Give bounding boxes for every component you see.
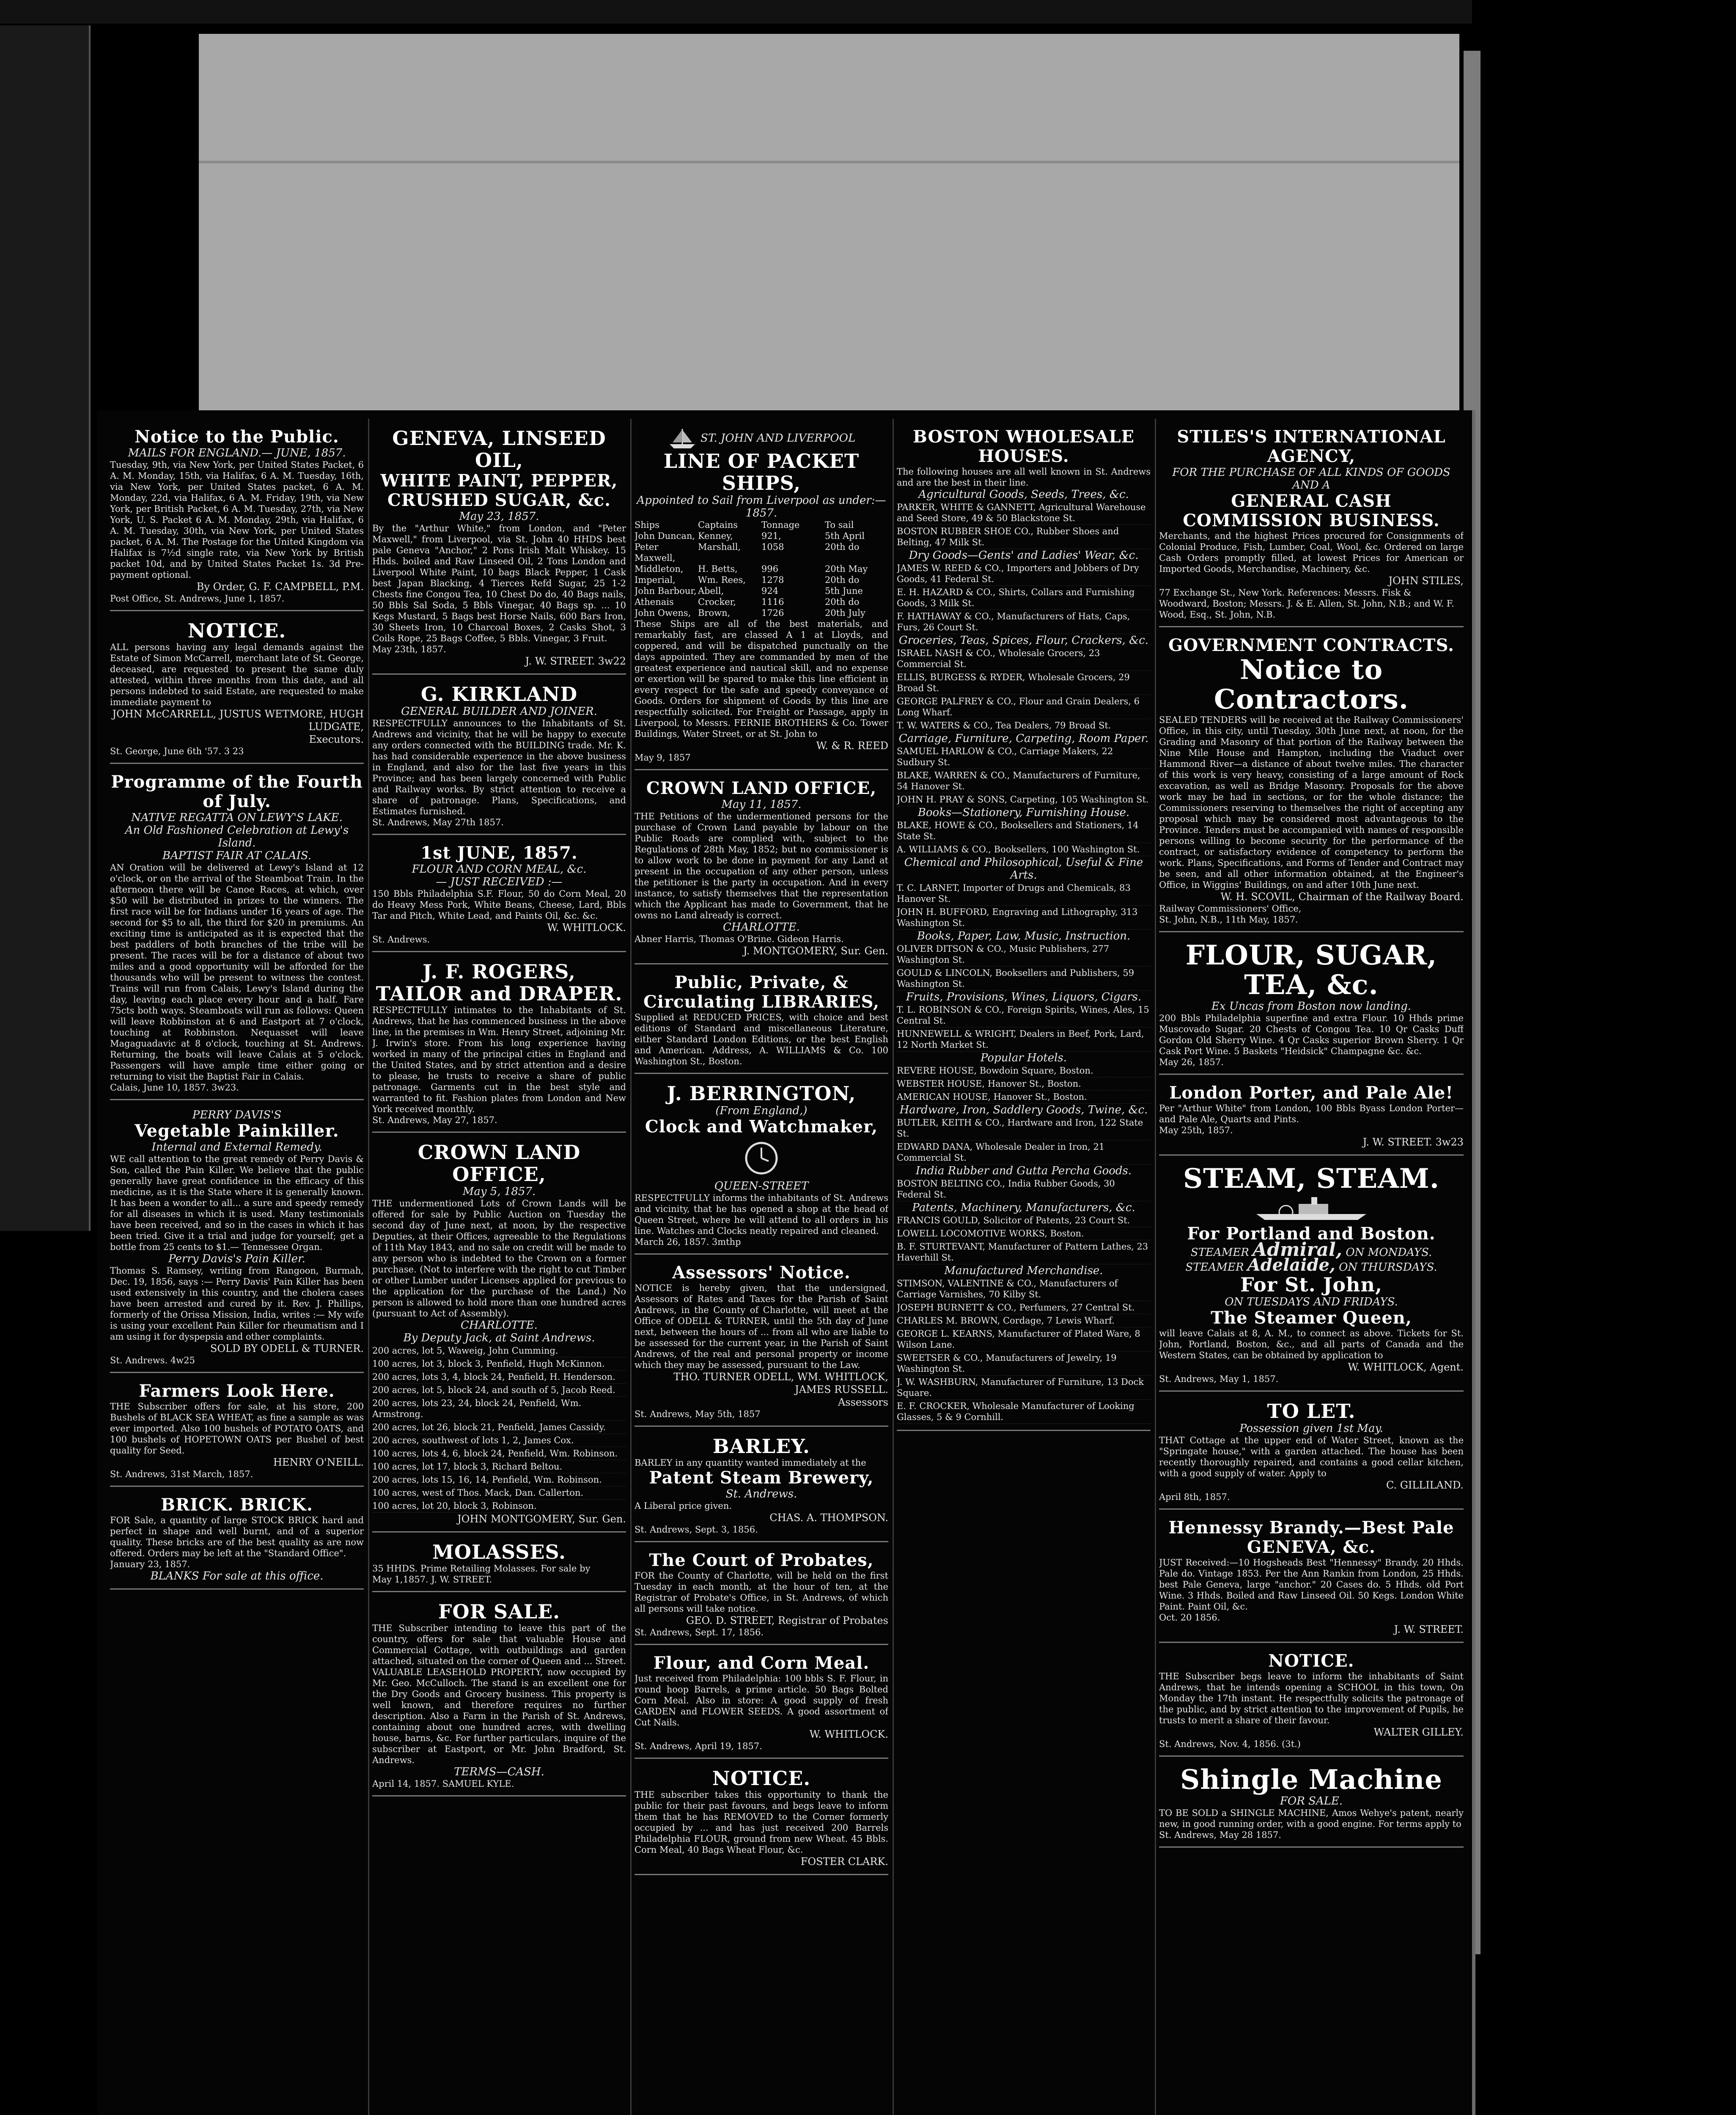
crown-land-petitions-ad bbox=[635, 775, 888, 964]
ad-pretitle: PERRY DAVIS'S bbox=[192, 1109, 282, 1121]
table-row: Peter Maxwell, Marshall, 1058 20th do bbox=[635, 542, 860, 563]
ad-subhead: Perry Davis's Pain Killer. bbox=[168, 1253, 305, 1265]
directory-entry: JOHN H. PRAY & SONS, Carpeting, 105 Washington St. bbox=[897, 793, 1151, 806]
ad-subtitle: BAPTIST FAIR AT CALAIS. bbox=[162, 849, 312, 862]
directory-section-head: Dry Goods—Gents' and Ladies' Wear, &c. bbox=[909, 549, 1139, 562]
ad-dateline: April 8th, 1857. bbox=[1159, 1492, 1230, 1502]
column-3 bbox=[635, 423, 888, 2115]
directory-entry: OLIVER DITSON & CO., Music Publishers, 277 Washington St. bbox=[897, 942, 1151, 967]
ad-body: THAT Cottage at the upper end of Water Street, known as the "Springate house," with a garden attached. The house has been recently thoroughly repaired, and contains a good cellar kitchen, with a good supply of water. Apply to bbox=[1159, 1435, 1464, 1478]
directory-entry: B. F. STURTEVANT, Manufacturer of Pattern Lathes, 23 Haverhill St. bbox=[897, 1240, 1151, 1264]
ad-office: Railway Commissioners' Office, bbox=[1159, 904, 1302, 914]
stiles-agency-ad bbox=[1159, 423, 1464, 627]
ad-dateline: St. Andrews. bbox=[372, 934, 430, 945]
ad-title: Programme of the Fourth of July. bbox=[111, 772, 363, 811]
assessors-ad bbox=[635, 1259, 888, 1427]
ad-body: RESPECTFULLY announces to the Inhabitants of St. Andrews and vicinity, that he will be happy to execute any orders connected with the BUILDING trade. Mr. K. has had considerable experience in the above business in England, and also for the last five years in this Province; and has been largely concerned with Public and Railway works. By strict attention to receive a share of patronage. Plans, Specifications, and Estimates furnished. bbox=[372, 718, 626, 816]
column-rule bbox=[1155, 419, 1156, 2115]
ad-title: GOVERNMENT CONTRACTS. bbox=[1168, 635, 1454, 655]
ad-testimonial: Thomas S. Ramsey, writing from Rangoon, Burmah, Dec. 19, 1856, says :— Perry Davis' Pain Killer has been used extensively in this country, and the cholera cases have been arrested and cured by it. Rev. J. Phillips, formerly of the Orissa Mission, India, writes :— My wife is using your excellent Pain Killer for rheumatism and I am using it for dyspepsia and other complaints. bbox=[110, 1266, 364, 1342]
ad-body: Per "Arthur White" from London, 100 Bbls Byass London Porter—and Pale Ale, Quarts and Pints. bbox=[1159, 1103, 1464, 1124]
ad-body: THE Subscriber begs leave to inform the inhabitants of Saint Andrews, that he intends opening a SCHOOL in this town, On Monday the 17th instant. He respectfully solicits the patronage of the public, and by strict attention to the improvement of Pupils, he trusts to merit a share of their favour. bbox=[1159, 1671, 1464, 1725]
list-item: 100 acres, west of Thos. Mack, Dan. Callerton. bbox=[372, 1486, 626, 1500]
ad-county: CHARLOTTE. bbox=[723, 921, 800, 934]
farmers-ad bbox=[110, 1377, 364, 1487]
table-row: John Duncan, Kenney, 921, 5th April bbox=[635, 531, 865, 541]
ad-title: Flour, and Corn Meal. bbox=[653, 1653, 870, 1673]
ad-subtitle: Possession given 1st May. bbox=[1239, 1422, 1384, 1435]
directory-entry: LOWELL LOCOMOTIVE WORKS, Boston. bbox=[897, 1227, 1151, 1240]
ad-title: G. KIRKLAND bbox=[420, 683, 578, 706]
ad-title: GENEVA, LINSEED OIL, bbox=[392, 427, 606, 472]
directory-section-head: Books—Stationery, Furnishing House. bbox=[917, 806, 1130, 819]
ad-dateline: St. Andrews, May 5th, 1857 bbox=[635, 1409, 761, 1419]
school-notice-ad bbox=[1159, 1647, 1464, 1757]
kirkland-ad bbox=[372, 679, 626, 835]
ad-signature: W. WHITLOCK. bbox=[547, 922, 626, 934]
directory-entry: JAMES W. REED & CO., Importers and Jobbers of Dry Goods, 41 Federal St. bbox=[897, 562, 1151, 586]
directory-entry: EDWARD DANA, Wholesale Dealer in Iron, 21 Commercial St. bbox=[897, 1140, 1151, 1165]
list-item: 200 acres, lot 5, Waweig, John Cumming. bbox=[372, 1344, 626, 1357]
ad-dateline: St. Andrews, Sept. 3, 1856. bbox=[635, 1524, 758, 1535]
ad-body: Supplied at REDUCED PRICES, with choice and best editions of Standard and miscellaneous Literature, either Standard London Editions, or the best English and American. Address, A. WILLIAMS & Co. 100 Washington St., Boston. bbox=[635, 1012, 888, 1066]
shingle-machine-ad bbox=[1159, 1761, 1464, 1848]
directory-entry: E. F. CROCKER, Wholesale Manufacturer of Looking Glasses, 5 & 9 Cornhill. bbox=[897, 1400, 1151, 1424]
directory-entry: WEBSTER HOUSE, Hanover St., Boston. bbox=[897, 1077, 1151, 1090]
ad-title: CROWN LAND OFFICE, bbox=[418, 1141, 581, 1186]
ad-dateline: St. Andrews, Nov. 4, 1856. (3t.) bbox=[1159, 1739, 1301, 1749]
ad-deputy: By Deputy Jack, at Saint Andrews. bbox=[403, 1332, 595, 1344]
column-rule bbox=[630, 419, 632, 2115]
column-1 bbox=[110, 423, 364, 2115]
ad-signature: J. MONTGOMERY, Sur. Gen. bbox=[743, 945, 888, 957]
column-2 bbox=[372, 423, 626, 2115]
ad-dateline: April 14, 1857. SAMUEL KYLE. bbox=[372, 1779, 514, 1789]
ad-subtitle: Ex Uncas from Boston now landing. bbox=[1211, 1000, 1412, 1013]
ad-title-line: WHITE PAINT, PEPPER, bbox=[380, 471, 618, 491]
directory-entry: F. HATHAWAY & CO., Manufacturers of Hats, Caps, Furs, 26 Court St. bbox=[897, 610, 1151, 634]
ad-signature: WALTER GILLEY. bbox=[1373, 1726, 1464, 1738]
ad-signature: W. WHITLOCK. bbox=[809, 1728, 888, 1740]
ad-dateline: St. Andrews, May 27th 1857. bbox=[372, 817, 504, 827]
directory-entry: REVERE HOUSE, Bowdoin Square, Boston. bbox=[897, 1064, 1151, 1077]
ad-subtitle: (From England,) bbox=[715, 1104, 808, 1117]
steamer-line: STEAMER Adelaide, ON THURSDAYS. bbox=[1185, 1255, 1437, 1275]
directory-entry: T. L. ROBINSON & CO., Foreign Spirits, Wines, Ales, 15 Central St. bbox=[897, 1003, 1151, 1027]
ad-dateline: March 26, 1857. 3mthp bbox=[635, 1237, 741, 1247]
ad-date: May 5, 1857. bbox=[462, 1185, 536, 1198]
ad-dateline: St. John, N.B., 11th May, 1857. bbox=[1159, 915, 1298, 925]
ad-subtitle: Appointed to Sail from Liverpool as under:—1857. bbox=[637, 494, 886, 519]
ad-dateline: St. Andrews, May 1, 1857. bbox=[1159, 1374, 1279, 1384]
adjacent-page-edge bbox=[0, 25, 91, 1231]
ad-subtitle: For Portland and Boston. bbox=[1187, 1224, 1436, 1244]
ad-body: NOTICE is hereby given, that the undersigned, Assessors of Rates and Taxes for the Parish of Saint Andrews, in the County of Charlotte, will meet at the Office of ODELL & TURNER, until the 5th day of June next, between the hours of ... from all who are liable to be assessed for the current year, in the Parish of Saint Andrews, of the real and personal property or income which they may be assessed, pursuant to the Law. bbox=[635, 1283, 888, 1370]
ad-body: By the "Arthur White," from London, and "Peter Maxwell," from Liverpool, via St. John 40 HHDS best pale Geneva "Anchor," 2 Pons Irish Malt Whiskey. 15 Hhds. boiled and Raw Linseed Oil, 2 Tons London and Liverpool White Paint, 10 bags Black Pepper, 1 Cask best Japan Blacking, 4 Tierces Refd Sugar, 25 1-2 Chests fine Congou Tea, 10 Chest Do do, 40 Bags nails, 50 Bbls Sal Soda, 5 Bbls Vinegar, 40 Bags sp. ... 10 Kegs Mustard, 5 Bags best Horse Nails, 600 Bars Iron, 30 Sheets Iron, 10 Charcoal Boxes, 2 Casks Shot, 3 Coils Rope, 25 Bags Coffee, 5 Bbls. Vinegar, 3 Fruit. bbox=[372, 523, 626, 643]
flour-cornmeal-ad bbox=[372, 839, 626, 952]
list-item: 200 acres, lots 3, 4, block 24, Penfield, H. Henderson. bbox=[372, 1371, 626, 1384]
column-rule bbox=[893, 419, 894, 2115]
directory-entry: BOSTON RUBBER SHOE CO., Rubber Shoes and Belting, 47 Milk St. bbox=[897, 525, 1151, 549]
table-row: John Barbour, Abell, 924 5th June bbox=[635, 586, 863, 596]
ad-signature: W. H. SCOVIL, Chairman of the Railway Board. bbox=[1220, 891, 1464, 903]
directory-section-head: India Rubber and Gutta Percha Goods. bbox=[915, 1165, 1132, 1177]
list-item: 200 acres, lots 15, 16, 14, Penfield, Wm. Robinson. bbox=[372, 1473, 626, 1486]
libraries-ad bbox=[635, 969, 888, 1074]
directory-entry: E. H. HAZARD & CO., Shirts, Collars and Furnishing Goods, 3 Milk St. bbox=[897, 586, 1151, 610]
ad-signature: JOHN McCARRELL, JUSTUS WETMORE, HUGH LUDGATE, bbox=[112, 708, 364, 733]
ad-subtitle: Internal and External Remedy. bbox=[151, 1141, 322, 1154]
ad-signature: JOHN STILES, bbox=[1388, 575, 1464, 587]
flour-sugar-tea-ad bbox=[1159, 937, 1464, 1075]
ad-signature: THO. TURNER ODELL, WM. WHITLOCK, JAMES RUSSELL. bbox=[673, 1371, 888, 1395]
directory-section-head: Chemical and Philosophical, Useful & Fine Arts. bbox=[904, 856, 1143, 882]
ad-dateline: St. Andrews, Sept. 17, 1856. bbox=[635, 1627, 764, 1637]
ad-names: Abner Harris, Thomas O'Brine. Gideon Harris. bbox=[635, 934, 844, 944]
ad-title: NOTICE. bbox=[187, 619, 286, 642]
programme-ad bbox=[110, 768, 364, 1100]
ad-signature: CHAS. A. THOMPSON. bbox=[769, 1512, 888, 1524]
ad-title: Assessors' Notice. bbox=[672, 1263, 851, 1283]
mail-notice-ad bbox=[110, 423, 364, 611]
directory-section-head: Fruits, Provisions, Wines, Liquors, Cigars. bbox=[906, 991, 1142, 1003]
painkiller-ad bbox=[110, 1104, 364, 1373]
table-row: John Owens, Brown, 1726 20th July bbox=[635, 608, 865, 618]
berrington-ad bbox=[635, 1078, 888, 1255]
ad-title: J. F. ROGERS, bbox=[423, 960, 576, 983]
directory-entry: A. WILLIAMS & CO., Booksellers, 100 Washington St. bbox=[897, 843, 1151, 856]
list-item: 100 acres, lot 3, block 3, Penfield, Hugh McKinnon. bbox=[372, 1357, 626, 1371]
ad-dateline: Oct. 20 1856. bbox=[1159, 1612, 1220, 1623]
ad-dateline: St. Andrews, April 19, 1857. bbox=[635, 1741, 762, 1751]
ad-subtitle: For St. John, bbox=[1240, 1273, 1382, 1296]
ad-subtitle: FLOUR AND CORN MEAL, &c. bbox=[412, 863, 587, 876]
ad-body: SEALED TENDERS will be received at the Railway Commissioners' Office, in this city, until Tuesday, 30th June next, at noon, for the Grading and Masonry of that portion of the Railway between the Nine Mile House and Hampton, including the Viaduct over Hammond River—a distance of about twelve miles. The character of this work is very heavy, consisting of a large amount of Rock excavation, as well as Bridge Masonry. Proposals for the above work may be had in sections, or for the whole distance; the Commissioners reserving to themselves the right of accepting any proposal which may be considered most advantageous to the Province. Tenders must be accompanied with names of responsible persons willing to become security for the performance of the contract, or satisfactory evidence of competency to perform the work. Plans, Specifications, and Forms of Tender and Contract may be seen, and all other information obtained, at the Engineer's Office, in Wiggins' Buildings, on and after 10th June next. bbox=[1159, 715, 1464, 890]
ad-subtitle: MAILS FOR ENGLAND.— JUNE, 1857. bbox=[128, 447, 346, 459]
list-item: 100 acres, lots 4, 6, block 24, Penfield, Wm. Robinson. bbox=[372, 1447, 626, 1460]
ad-body: THE Petitions of the undermentioned persons for the purchase of Crown Land payable by labour on the Public Roads are complied with, subject to the Regulations of 28th May, 1852; but no commissioner is to allow work to be done in payment for any Land at present in the occupation of any other person, unless the petitioner is the party in occupation. And in every instance, to satisfy themselves that the representation which the Applicant has made to Government, that he owns no Land already is correct. bbox=[635, 811, 888, 920]
ad-body: Tuesday, 9th, via New York, per United States Packet, 6 A. M. Monday, 15th, via Halifax, 6 A. M. Tuesday, 16th, via New York, per United States packet, 6 A. M. Monday, 22d, via Halifax, 6 A. M. Friday, 19th, via New York, per British Packet, 6 A. M. Tuesday, 27th, via New York, U. S. Packet 6 A. M. Monday, 29th, via Halifax, 6 A. M. Tuesday, 30th, via New York, per United States packet, 6 A. M. The Postage for the United Kingdom via Halifax is 7½d single rate, via New York by British packet 10d, and by United States Packet 1s. 3d Pre-payment optional. bbox=[110, 460, 364, 580]
ad-dateline: May 26, 1857. bbox=[1159, 1057, 1224, 1067]
ad-title: MOLASSES. bbox=[432, 1541, 566, 1563]
ad-body: 35 HHDS. Prime Retailing Molasses. For sale by bbox=[372, 1563, 591, 1574]
ad-title: Notice to the Public. bbox=[135, 427, 339, 447]
ad-title: Farmers Look Here. bbox=[139, 1381, 335, 1401]
removal-notice-ad bbox=[635, 1763, 888, 1875]
geneva-ad bbox=[372, 423, 626, 675]
page-top-margin bbox=[199, 34, 1459, 427]
ad-body: JUST Received:—10 Hogsheads Best "Hennessy" Brandy. 20 Hhds. Pale do. Vintage 1853. Per the Ann Rankin from London, 25 Hhds. best Pale Geneva, large "anchor." 20 Cases do. 5 Hhds. old Port Wine. 3 Hhds. Boiled and Raw Linseed Oil. 50 Kegs. London White Paint. Paint Oil, &c. bbox=[1159, 1557, 1464, 1612]
ad-body: 200 Bbls Philadelphia superfine and extra Flour. 10 Hhds prime Muscovado Sugar. 20 Chests of Congou Tea. 10 Qr Casks Duff Gordon Old Sherry Wine. 4 Qr Casks superior Brown Sherry. 1 Qr Cask Port Wine. 5 Baskets "Heidsick" Champagne &c. &c. bbox=[1159, 1013, 1464, 1056]
ad-price: A Liberal price given. bbox=[635, 1501, 732, 1511]
ad-body: THE subscriber takes this opportunity to thank the public for their past favours, and begs leave to inform them that he has REMOVED to the Corner formerly occupied by ... and has just received 200 Barrels Philadelphia FLOUR, ground from new Wheat. 45 Bbls. Corn Meal, 40 Bags Wheat Flour, &c. bbox=[635, 1790, 888, 1855]
ad-body: Just received from Philadelphia: 100 bbls S. F. Flour, in round hoop Barrels, a prime article. 50 Bags Bolted Corn Meal. Also in store: A good supply of fresh GARDEN and FLOWER SEEDS. A good assortment of Cut Nails. bbox=[635, 1673, 888, 1728]
ad-body: THE undermentioned Lots of Crown Lands will be offered for sale by Public Auction on Tuesday the second day of June next, at noon, by the respective Deputies, at their Offices, agreeable to the Regulations of 11th May 1843, and no sale on credit will be made to any person who is indebted to the Crown on a former purchase. (Not to interfere with the right to cut Timber or other Lumber under Licenses applied for previous to the application for the purchase of the Land.) No person is allowed to hold more than one hundred acres (pursuant to Act of Assembly). bbox=[372, 1198, 626, 1318]
ad-title: FLOUR, SUGAR, TEA, &c. bbox=[1185, 939, 1437, 1001]
ad-date: May 23, 1857. bbox=[459, 510, 539, 523]
ad-subtitle: GENERAL BUILDER AND JOINER. bbox=[401, 705, 597, 718]
directory-section-head: Patents, Machinery, Manufacturers, &c. bbox=[912, 1201, 1135, 1214]
ad-dateline: St. Andrews. 4w25 bbox=[110, 1355, 195, 1365]
ad-signature: SOLD BY ODELL & TURNER. bbox=[210, 1343, 364, 1354]
ad-address: 77 Exchange St., New York. References: Messrs. Fisk & Woodward, Boston; Messrs. J. & E. Allen, St. John, N.B.; and W. F. Wood, Esq., St. John, N.B. bbox=[1159, 588, 1454, 620]
ad-county: CHARLOTTE. bbox=[461, 1319, 538, 1332]
directory-entry: GOULD & LINCOLN, Booksellers and Publishers, 59 Washington St. bbox=[897, 967, 1151, 991]
clock-icon bbox=[742, 1139, 780, 1177]
ad-town: St. Andrews. bbox=[725, 1488, 797, 1500]
ad-body: FOR Sale, a quantity of large STOCK BRICK hard and perfect in shape and well burnt, and of a superior quality. These bricks are of the best quality as are now offered. Orders may be left at the "Standard Office". bbox=[110, 1515, 364, 1558]
ad-title: London Porter, and Pale Ale! bbox=[1169, 1083, 1453, 1103]
ad-subtitle: GENERAL CASH COMMISSION BUSINESS. bbox=[1183, 491, 1440, 530]
directory-entry: SAMUEL HARLOW & CO., Carriage Makers, 22 Sudbury St. bbox=[897, 745, 1151, 769]
porter-ad bbox=[1159, 1079, 1464, 1156]
ad-body: RESPECTFULLY informs the inhabitants of St. Andrews and vicinity, that he has opened a shop at the head of Queen Street, where he will attend to all orders in his line. Watches and Clocks neatly repaired and cleaned. bbox=[635, 1193, 888, 1236]
ad-title: STEAM, STEAM. bbox=[1183, 1163, 1440, 1195]
crown-land-ad bbox=[372, 1137, 626, 1533]
directory-entry: FRANCIS GOULD, Solicitor of Patents, 23 Court St. bbox=[897, 1214, 1151, 1227]
lot-list bbox=[372, 1344, 626, 1513]
to-let-ad bbox=[1159, 1396, 1464, 1510]
page-fold bbox=[199, 161, 1459, 163]
ad-title: BRICK. BRICK. bbox=[161, 1495, 313, 1515]
ad-dateline: St. Andrews, 31st March, 1857. bbox=[110, 1469, 253, 1479]
ad-title: Public, Private, & Circulating LIBRARIES, bbox=[643, 972, 880, 1012]
ad-body: will leave Calais at 8, A. M., to connect as above. Tickets for St. John, Portland, Boston, &c., and all parts of Canada and the Western States, can be obtained by application to bbox=[1159, 1328, 1464, 1360]
ad-body: These Ships are all of the best materials, and remarkably fast, are classed A 1 at Lloyds, and coppered, and will be dispatched punctually on the days appointed. They are commanded by men of the greatest experience and nautical skill, and no expense or exertion will be spared to make this line efficient in every respect for the safe and speedy conveyance of Goods. Orders for shipment of Goods by this line are respectfully solicited. For Freight or Passage, apply in Liverpool, to Messrs. FERNIE BROTHERS & Co. Tower Buildings, Water Street, or at St. John to bbox=[635, 619, 888, 739]
ad-body: 150 Bbls Philadelphia S.F. Flour, 50 do Corn Meal, 20 do Heavy Mess Pork, White Beans, Cheese, Lard, Bbls Tar and Pitch, White Lead, and Paints Oil, &c. &c. bbox=[372, 889, 626, 921]
directory-entry: HUNNEWELL & WRIGHT, Dealers in Beef, Pork, Lard, 12 North Market St. bbox=[897, 1027, 1151, 1052]
ad-title: LINE OF PACKET SHIPS, bbox=[663, 450, 860, 494]
molasses-ad bbox=[372, 1537, 626, 1592]
ad-dateline: Calais, June 10, 1857. 3w23. bbox=[110, 1082, 239, 1093]
directory-section-head: Agricultural Goods, Seeds, Trees, &c. bbox=[918, 488, 1129, 501]
directory-entry: SWEETSER & CO., Manufacturers of Jewelry, 19 Washington St. bbox=[897, 1351, 1151, 1376]
ad-body: FOR the County of Charlotte, will be held on the first Tuesday in each month, at the hour of ten, at the Registrar of Probate's Office, in St. Andrews, of which all persons will take notice. bbox=[635, 1571, 888, 1614]
column-4 bbox=[897, 423, 1151, 2115]
ad-title-line: CRUSHED SUGAR, &c. bbox=[387, 490, 611, 510]
directory-entry: BUTLER, KEITH & CO., Hardware and Iron, 122 State St. bbox=[897, 1116, 1151, 1140]
directory-entry: PARKER, WHITE & GANNETT, Agricultural Warehouse and Seed Store, 49 & 50 Blackstone St. bbox=[897, 501, 1151, 525]
rogers-ad bbox=[372, 956, 626, 1133]
ad-location: QUEEN-STREET bbox=[714, 1180, 809, 1192]
directory-entry: AMERICAN HOUSE, Hanover St., Boston. bbox=[897, 1090, 1151, 1104]
steamer-line: STEAMER Admiral, ON MONDAYS. bbox=[1190, 1239, 1432, 1261]
ad-subtitle: An Old Fashioned Celebration at Lewy's Island. bbox=[125, 824, 349, 849]
ad-title: STILES'S INTERNATIONAL AGENCY, bbox=[1177, 427, 1446, 466]
ad-subtitle: — JUST RECEIVED :— bbox=[436, 876, 563, 888]
ad-intro: The following houses are all well known in St. Andrews and are the best in their line. bbox=[897, 467, 1151, 488]
ad-subtitle: Clock and Watchmaker, bbox=[645, 1117, 878, 1137]
for-sale-ad bbox=[372, 1596, 626, 1796]
ad-subtitle: FOR THE PURCHASE OF ALL KINDS OF GOODS AND A bbox=[1172, 466, 1450, 492]
list-item: 200 acres, lot 26, block 21, Penfield, James Cassidy. bbox=[372, 1421, 626, 1434]
ad-role: Assessors bbox=[838, 1396, 888, 1408]
ad-body: THE Subscriber intending to leave this part of the country, offers for sale that valuable House and Commercial Cottage, with outbuildings and garden attached, situated on the corner of Queen and ... Street. VALUABLE LEASEHOLD PROPERTY, now occupied by Mr. Geo. McCulloch. The stand is an excellent one for the Dry Goods and Grocery business. This property is well known, and therefore requires no further description. Also a Farm in the Parish of St. Andrews, containing about one hundred acres, with dwelling house, barns, &c. For further particulars, inquire of the subscriber at Eastport, or Mr. John Bradford, St. Andrews. bbox=[372, 1623, 626, 1765]
ad-title: FOR SALE. bbox=[438, 1600, 560, 1623]
film-top-edge bbox=[0, 0, 1472, 24]
list-item: 200 acres, lot 5, block 24, and south of 5, Jacob Reed. bbox=[372, 1384, 626, 1397]
directory-entry: ELLIS, BURGESS & RYDER, Wholesale Grocers, 29 Broad St. bbox=[897, 671, 1151, 695]
blanks-notice: BLANKS For sale at this office. bbox=[150, 1570, 324, 1582]
directory-entry: BLAKE, HOWE & CO., Booksellers and Stationers, 14 State St. bbox=[897, 819, 1151, 843]
directory-entry: ISRAEL NASH & CO., Wholesale Grocers, 23 Commercial St. bbox=[897, 647, 1151, 671]
brick-ad bbox=[110, 1491, 364, 1590]
ad-signature: FOSTER CLARK. bbox=[800, 1856, 888, 1868]
probates-ad bbox=[635, 1546, 888, 1645]
ad-signature: By Order, G. F. CAMPBELL, P.M. bbox=[196, 581, 364, 593]
directory-entry: STIMSON, VALENTINE & CO., Manufacturers of Carriage Varnishes, 70 Kilby St. bbox=[897, 1277, 1151, 1301]
ship-icon bbox=[667, 427, 697, 450]
directory-entry: JOHN H. BUFFORD, Engraving and Lithography, 313 Washington St. bbox=[897, 906, 1151, 930]
ad-route: ST. JOHN AND LIVERPOOL bbox=[635, 427, 888, 450]
ad-title: J. BERRINGTON, bbox=[667, 1082, 856, 1105]
ad-body: TO BE SOLD a SHINGLE MACHINE, Amos Wehye's patent, nearly new, in good running order, with a good engine. For terms apply to bbox=[1159, 1808, 1464, 1829]
ad-dateline: May 9, 1857 bbox=[635, 753, 691, 763]
ad-title: NOTICE. bbox=[1268, 1651, 1354, 1671]
ad-body: ALL persons having any legal demands against the Estate of Simon McCarrell, merchant late of St. George, deceased, are requested to present the same duly attested, within three months from this date, and all persons indebted to said Estate, are requested to make immediate payment to bbox=[110, 642, 364, 707]
ad-dateline: May 23th, 1857. bbox=[372, 644, 446, 654]
directory-entry: J. W. WASHBURN, Manufacturer of Furniture, 13 Dock Square. bbox=[897, 1376, 1151, 1400]
ad-days: ON TUESDAYS AND FRIDAYS. bbox=[1225, 1296, 1398, 1308]
ad-signature: J. W. STREET. 3w23 bbox=[1362, 1136, 1464, 1148]
directory-section-head: Hardware, Iron, Saddlery Goods, Twine, &c. bbox=[899, 1104, 1148, 1116]
ad-title-line: TAILOR and DRAPER. bbox=[376, 982, 623, 1005]
list-item: 200 acres, lots 23, 24, block 24, Penfield, Wm. Armstrong. bbox=[372, 1397, 626, 1421]
directory-sections bbox=[897, 488, 1151, 1424]
ad-subtitle: FOR SALE. bbox=[1280, 1795, 1343, 1807]
table-header: Ships Captains Tonnage To sail bbox=[635, 520, 854, 530]
boston-houses-directory bbox=[897, 423, 1151, 1431]
directory-entry: JOSEPH BURNETT & CO., Perfumers, 27 Central St. bbox=[897, 1301, 1151, 1314]
directory-section-head: Groceries, Teas, Spices, Flour, Crackers, &c. bbox=[898, 634, 1149, 647]
column-5 bbox=[1159, 423, 1464, 2115]
ad-signature: W. & R. REED bbox=[816, 740, 888, 752]
table-row: Athenais Crocker, 1116 20th do bbox=[635, 597, 860, 607]
steam-ad bbox=[1159, 1160, 1464, 1392]
ad-title: The Court of Probates, bbox=[649, 1550, 874, 1570]
ad-title: CROWN LAND OFFICE, bbox=[646, 778, 877, 798]
ad-body: RESPECTFULLY intimates to the Inhabitants of St. Andrews, that he has commenced business in the above line, in the premises in Wm. Henry Street, adjoining Mr. J. Irwin's store. From his long experience having worked in many of the principal cities in England and the United States, and by strict attention and a desire to please, he trusts to receive a share of public patronage. Garments cut in the best style and warranted to fit. Fashion plates from London and New York received monthly. bbox=[372, 1005, 626, 1114]
ad-body: BARLEY in any quantity wanted immediately at the bbox=[635, 1458, 866, 1468]
ad-signature: GEO. D. STREET, Registrar of Probates bbox=[686, 1615, 888, 1626]
ad-signature: W. WHITLOCK, Agent. bbox=[1348, 1361, 1464, 1373]
estate-notice-ad bbox=[110, 615, 364, 764]
steamboat-icon bbox=[1248, 1196, 1375, 1222]
ad-role: Executors. bbox=[309, 733, 364, 745]
ad-place: Patent Steam Brewery, bbox=[649, 1468, 874, 1488]
list-item: 200 acres, southwest of lots 1, 2, James Cox. bbox=[372, 1434, 626, 1447]
ad-subtitle: NATIVE REGATTA ON LEWY'S LAKE. bbox=[131, 811, 343, 824]
newspaper-page bbox=[97, 410, 1475, 2115]
ad-dateline: Post Office, St. Andrews, June 1, 1857. bbox=[110, 593, 285, 604]
ad-title: NOTICE. bbox=[712, 1767, 811, 1790]
directory-section-head: Carriage, Furniture, Carpeting, Room Paper. bbox=[898, 732, 1149, 745]
column-rule bbox=[368, 419, 369, 2115]
barley-ad bbox=[635, 1431, 888, 1542]
flour-meal-ad bbox=[635, 1649, 888, 1759]
ad-body: Merchants, and the highest Prices procured for Consignments of Colonial Produce, Fish, Lumber, Coal, Wool, &c. Ordered on large Cash Orders promptly filled, at lowest Prices for American or Imported Goods, Merchandise, Machinery, &c. bbox=[1159, 531, 1464, 574]
ad-terms: TERMS—CASH. bbox=[454, 1766, 544, 1778]
ad-signature: J. W. STREET. 3w22 bbox=[525, 655, 626, 667]
ad-dateline: May 25th, 1857. bbox=[1159, 1125, 1233, 1135]
ad-dateline: May 1,1857. J. W. STREET. bbox=[372, 1574, 492, 1585]
directory-entry: T. C. LARNET, Importer of Drugs and Chemicals, 83 Hanover St. bbox=[897, 882, 1151, 906]
ad-signature: C. GILLILAND. bbox=[1386, 1479, 1464, 1491]
brandy-ad bbox=[1159, 1514, 1464, 1643]
directory-entry: BLAKE, WARREN & CO., Manufacturers of Furniture, 54 Hanover St. bbox=[897, 769, 1151, 793]
ad-date: May 11, 1857. bbox=[721, 798, 802, 811]
ad-title: BOSTON WHOLESALE HOUSES. bbox=[912, 427, 1135, 466]
ad-title: Hennessy Brandy.—Best Pale GENEVA, &c. bbox=[1168, 1518, 1454, 1557]
ad-signature: JOHN MONTGOMERY, Sur. Gen. bbox=[457, 1513, 626, 1525]
ad-dateline: St. Andrews, May 27, 1857. bbox=[372, 1115, 497, 1125]
ad-title: TO LET. bbox=[1267, 1400, 1356, 1423]
ad-signature: HENRY O'NEILL. bbox=[273, 1456, 364, 1468]
list-item: 100 acres, lot 17, block 3, Richard Beltou. bbox=[372, 1460, 626, 1473]
ad-body: WE call attention to the great remedy of Perry Davis & Son, called the Pain Killer. We believe that the public generally have great confidence in the efficacy of this medicine, as it is the State where it is generally known. It has been a wonder to all... a sure and speedy remedy for all diseases in which it is used. Many testimonials have been received, and so in the cases in which it has been tried. Give it a trial and judge for yourself; get a bottle from 25 cents to $1.— Tennessee Organ. bbox=[110, 1154, 364, 1252]
list-item: 100 acres, lot 20, block 3, Robinson. bbox=[372, 1500, 626, 1513]
ad-title: Shingle Machine bbox=[1180, 1764, 1443, 1796]
ad-title: 1st JUNE, 1857. bbox=[420, 843, 578, 863]
directory-section-head: Books, Paper, Law, Music, Instruction. bbox=[917, 930, 1131, 942]
ad-title-main: Notice to Contractors. bbox=[1214, 654, 1409, 715]
directory-section-head: Manufactured Merchandise. bbox=[944, 1264, 1103, 1277]
packet-ships-ad bbox=[635, 423, 888, 770]
contractors-ad bbox=[1159, 632, 1464, 932]
directory-entry: BOSTON BELTING CO., India Rubber Goods, 30 Federal St. bbox=[897, 1177, 1151, 1201]
table-row: Middleton, H. Betts, 996 20th May bbox=[635, 564, 868, 574]
ad-title: Vegetable Painkiller. bbox=[135, 1121, 339, 1141]
ad-steamer: The Steamer Queen, bbox=[1211, 1308, 1412, 1328]
ad-title: BARLEY. bbox=[712, 1435, 810, 1458]
ad-dateline: January 23, 1857. bbox=[110, 1559, 190, 1569]
directory-section-head: Popular Hotels. bbox=[980, 1052, 1067, 1064]
ad-dateline: St. Andrews, May 28 1857. bbox=[1159, 1830, 1281, 1840]
directory-entry: GEORGE PALFREY & CO., Flour and Grain Dealers, 6 Long Wharf. bbox=[897, 695, 1151, 719]
ad-dateline: St. George, June 6th '57. 3 23 bbox=[110, 746, 244, 756]
directory-entry: T. W. WATERS & CO., Tea Dealers, 79 Broad St. bbox=[897, 719, 1151, 732]
directory-entry: GEORGE L. KEARNS, Manufacturer of Plated Ware, 8 Wilson Lane. bbox=[897, 1327, 1151, 1351]
table-row: Imperial, Wm. Rees, 1278 20th do bbox=[635, 575, 860, 585]
ad-body: THE Subscriber offers for sale, at his store, 200 Bushels of BLACK SEA WHEAT, as fine a sample as was ever imported. Also 100 bushels of POTATO OATS, and 100 bushels of HOPETOWN OATS per Bushel of best quality for Seed. bbox=[110, 1401, 364, 1456]
ad-body: AN Oration will be delivered at Lewy's Island at 12 o'clock, or on the arrival of the Steamboat Train. In the afternoon there will be Canoe Races, at which, over $50 will be distributed in prizes to the winners. The first race will be for Indians under 16 years of age. The second for $5 to all, the third for $20 in premiums. An exciting time is anticipated as it is expected that the best paddlers of both branches of the tribe will be present. The races will be for a distance of about two miles and a good opportunity will be afforded for the thousands who will be present to witness the contest. Trains will run from Calais, Lewy's Island during the day, leaving each place every hour and a half. Fare 75cts both ways. Steamboats will run as follows: Queen will leave Robbinston at 6 and Eastport at 7 o'clock, touching at Robbinston. Nequasset will leave Magaguadavic at 8 o'clock, touching at St. Andrews. Returning, the boats will leave Calais at 5 o'clock. Passengers will have ample time either going or returning to visit the Baptist Fair in Calais. bbox=[110, 862, 364, 1082]
directory-entry: CHARLES M. BROWN, Cordage, 7 Lewis Wharf. bbox=[897, 1314, 1151, 1327]
ad-signature: J. W. STREET. bbox=[1394, 1623, 1464, 1635]
